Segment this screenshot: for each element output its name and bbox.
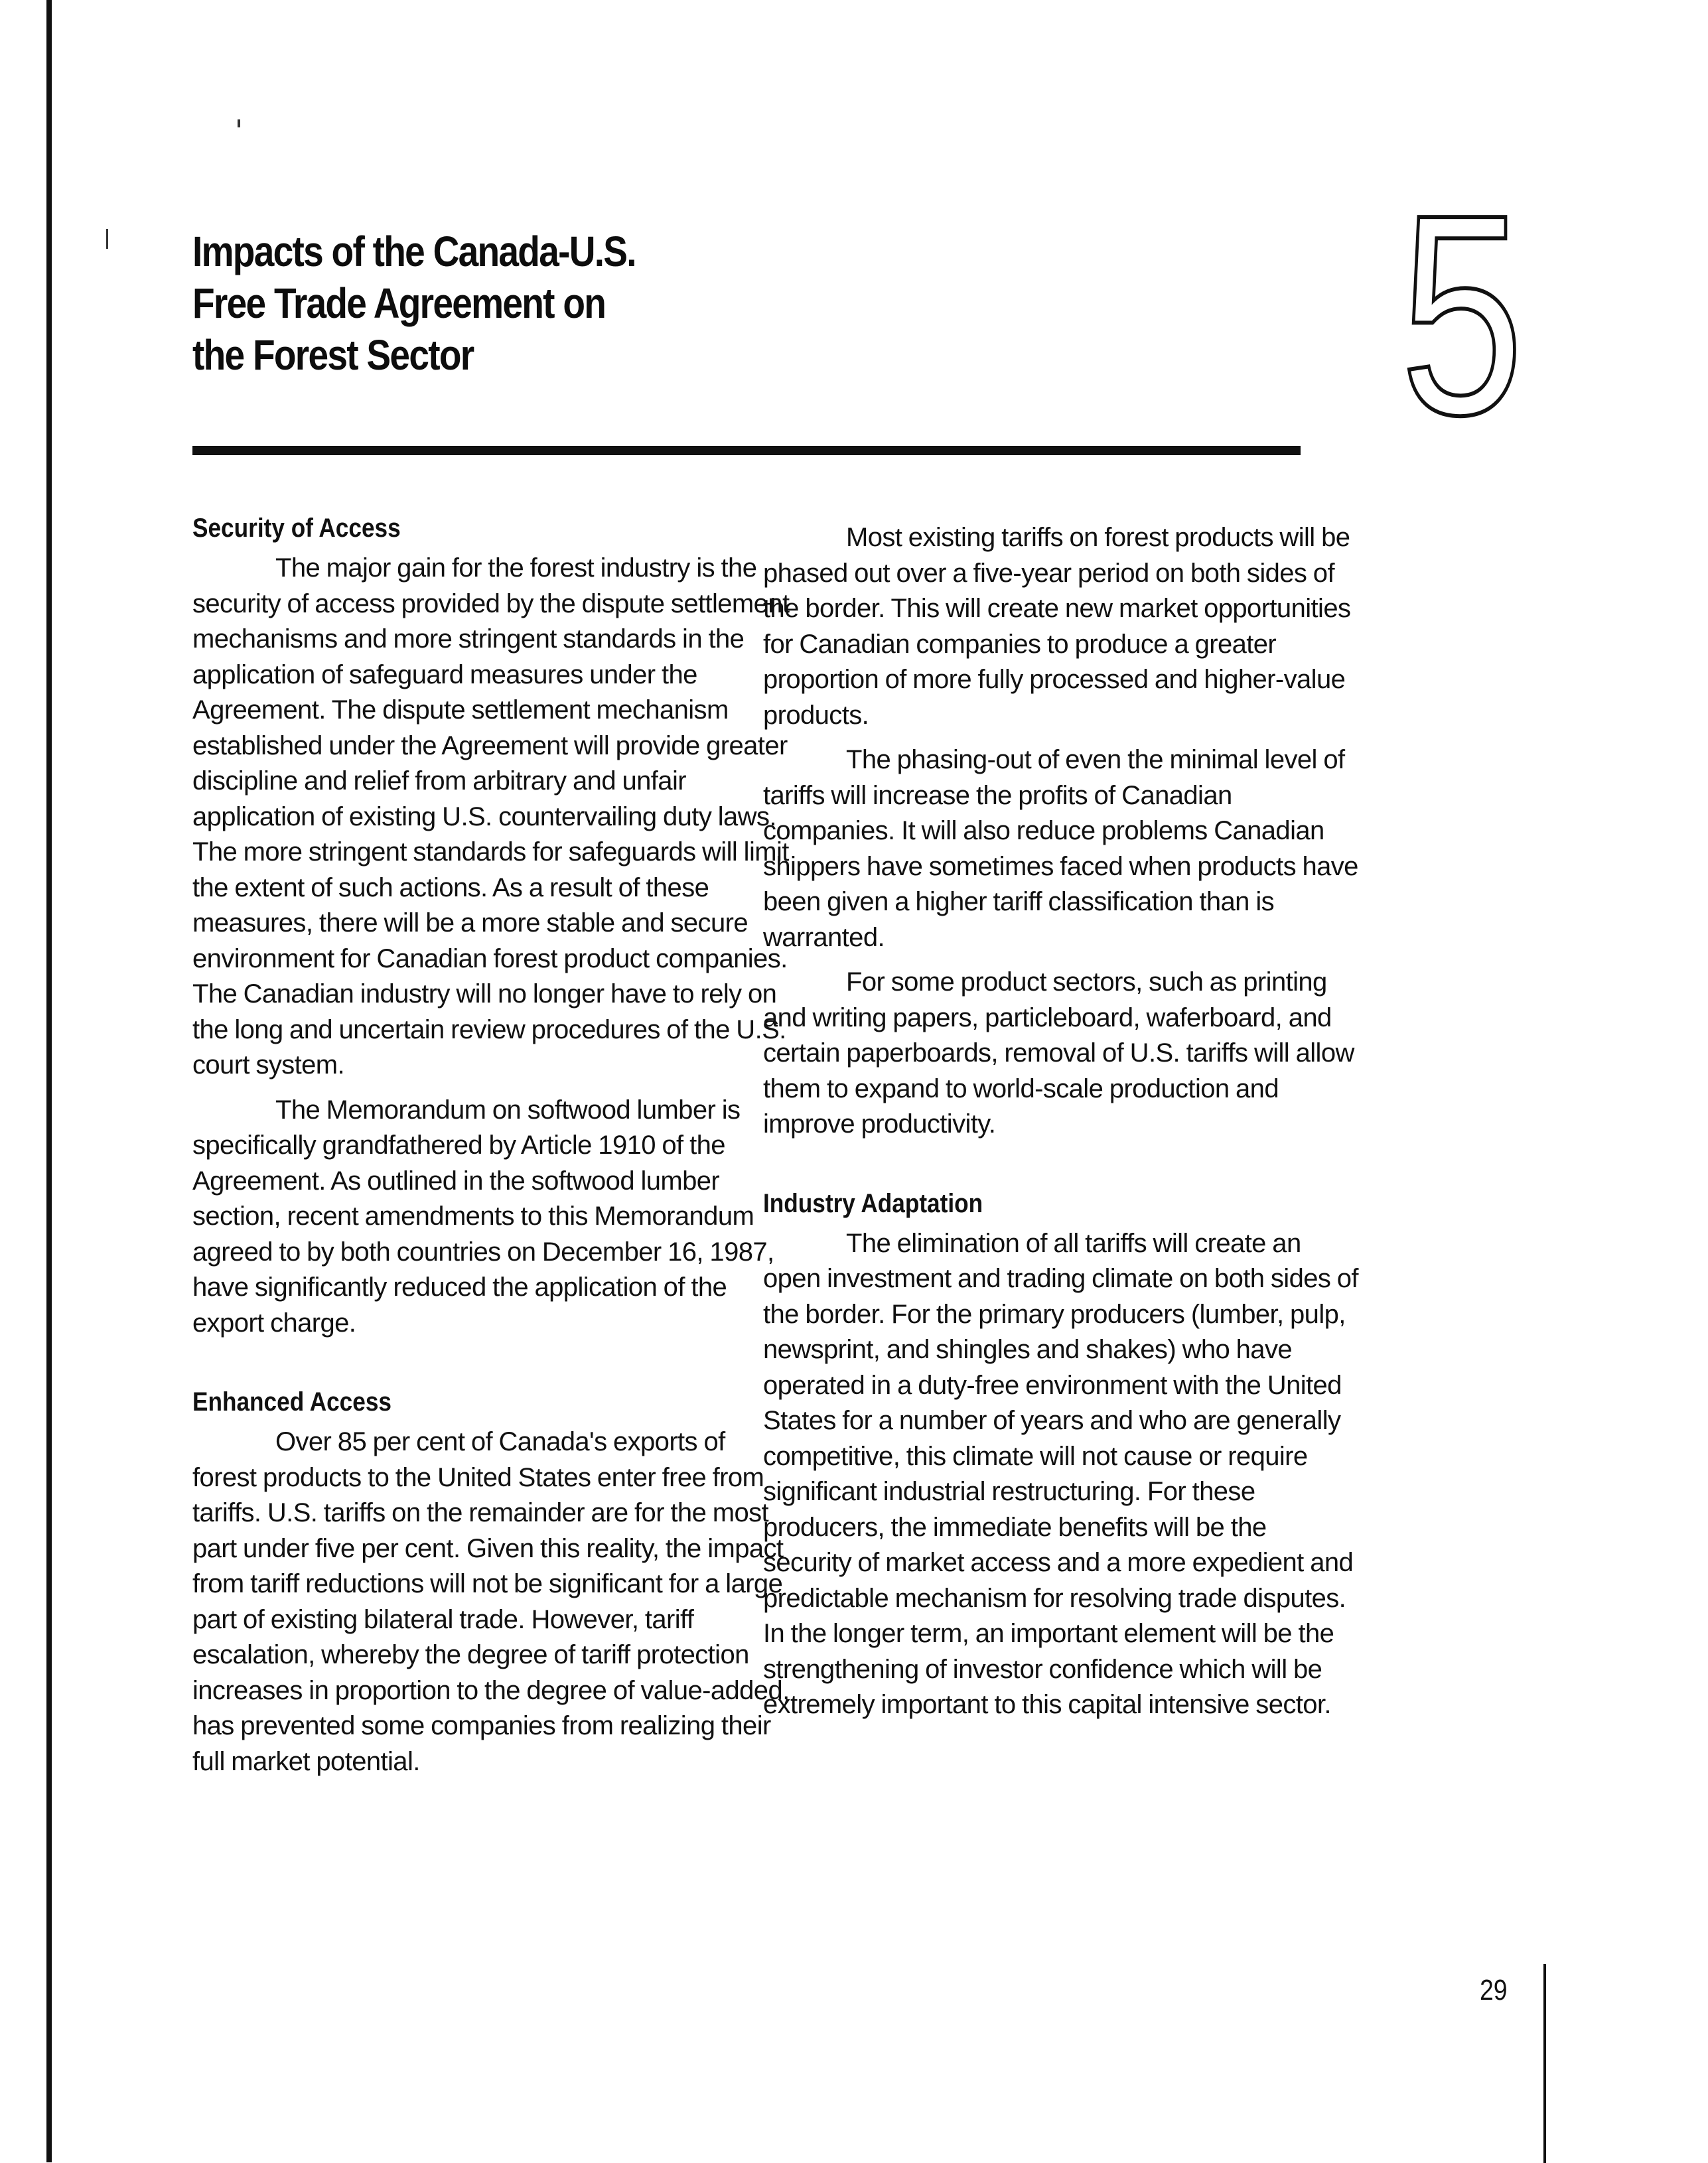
body-paragraph: The phasing-out of even the minimal level of tariffs will increase the profits of Canadian companies. It will also reduce problems Canadian shippers have sometimes faced when products have been given a higher tariff classification than is warranted. [763, 745, 1358, 952]
section-heading-industry-adaptation: Industry Adaptation [763, 1188, 983, 1218]
body-paragraph: The Memorandum on softwood lumber is specifically grandfathered by Article 1910 of the Agreement. As outlined in the softwood lumber section, recent amendments to this Memorandum agreed to by both countries on December 16, 1987, have significantly reduced the application of the export charge. [192, 1095, 774, 1338]
chapter-title [192, 226, 706, 381]
chapter-title-line: Impacts of the Canada-U.S. [192, 228, 636, 275]
body-paragraph: The major gain for the forest industry is the security of access provided by the dispute settlement mechanisms and more stringent standards in the application of safeguard measures under the Agreement. The dispute settlement mechanism established under the Agreement will provide greater discipline and relief from arbitrary and unfair application of existing U.S. countervailing duty laws. The more stringent standards for safeguards will limit the extent of such actions. As a result of these measures, there will be a more stable and secure environment for Canadian forest product companies. The Canadian industry will no longer have to rely on the long and uncertain review procedures of the U.S. court system. [192, 553, 790, 1080]
body-paragraph: Over 85 per cent of Canada's exports of forest products to the United States enter free from tariffs. U.S. tariffs on the remainder are for the most part under five per cent. Given this reality, the impact from tariff reductions will not be significant for a large part of existing bilateral trade. However, tariff escalation, whereby the degree of tariff protection increases in proportion to the degree of value-added, has prevented some companies from realizing their full market potential. [192, 1427, 790, 1776]
right-column [763, 511, 1360, 1732]
chapter-number: 5 [1400, 156, 1524, 474]
scan-speck [106, 229, 108, 249]
title-divider-rule [192, 446, 1301, 455]
chapter-title-line: Free Trade Agreement on [192, 279, 606, 327]
scan-speck [238, 119, 240, 127]
left-column [192, 511, 790, 1789]
section-spacer [192, 1350, 790, 1385]
page-number: 29 [1480, 1974, 1508, 2006]
page-number-rule [1543, 1964, 1546, 2163]
body-paragraph: For some product sectors, such as printing and writing papers, particleboard, waferboard, and certain paperboards, removal of U.S. tariffs will allow them to expand to world-scale production and improve productivity. [763, 967, 1354, 1139]
page-binding-edge [46, 0, 52, 2162]
body-paragraph: The elimination of all tariffs will create an open investment and trading climate on both sides of the border. For the primary producers (lumber, pulp, newsprint, and shingles and shakes) who have operated in a duty-free environment with the United States for a number of years and who are generally competitive, this climate will not cause or require significant industrial restructuring. For these producers, the immediate benefits will be the security of market access and a more expedient and predictable mechanism for resolving trade disputes. In the longer term, an important element will be the strengthening of investor confidence which will be extremely important to this capital intensive sector. [763, 1228, 1358, 1719]
section-heading-security-of-access: Security of Access [192, 514, 401, 543]
body-paragraph: Most existing tariffs on forest products will be phased out over a five-year period on both sides of the border. This will create new market opportunities for Canadian companies to produce a greater proportion of more fully processed and higher-value products. [763, 523, 1351, 730]
section-spacer [763, 1152, 1360, 1186]
section-heading-enhanced-access: Enhanced Access [192, 1387, 391, 1417]
chapter-title-line: the Forest Sector [192, 331, 474, 379]
